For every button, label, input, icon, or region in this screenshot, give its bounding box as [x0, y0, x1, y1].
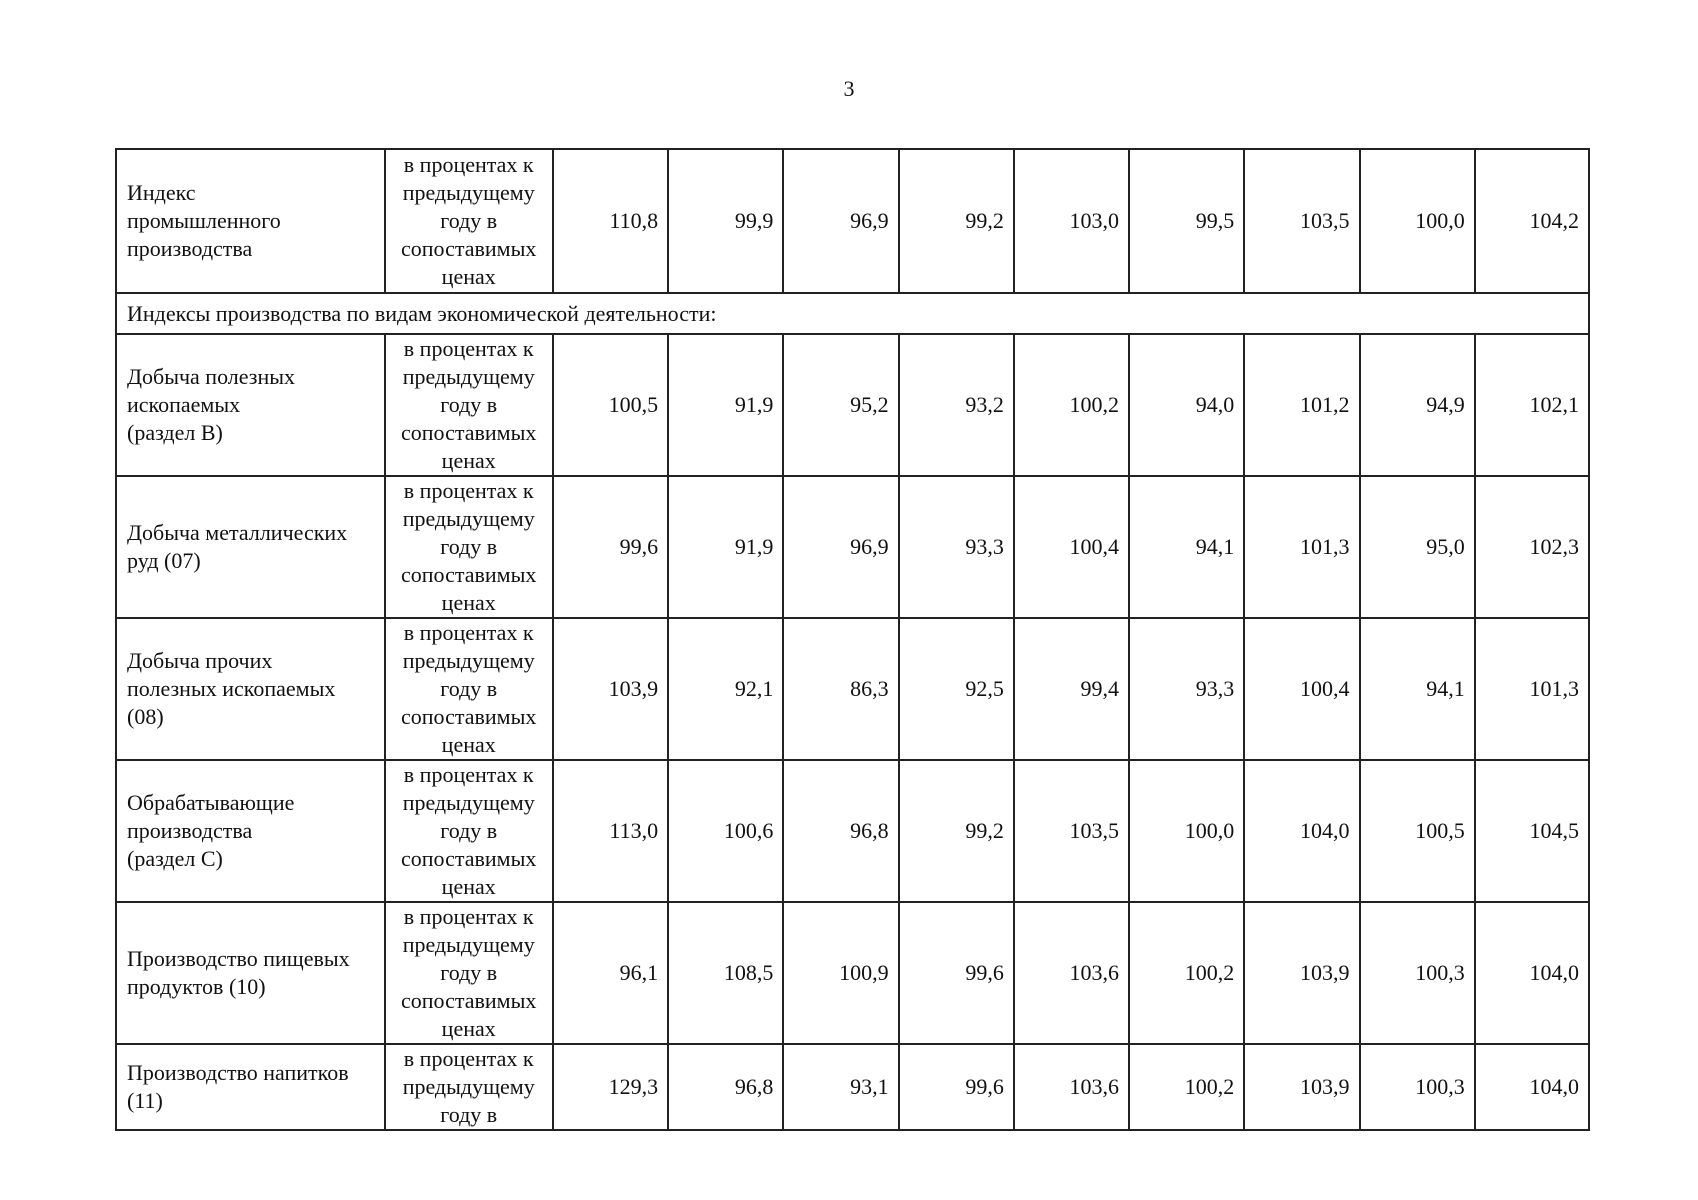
- unit-line: году в: [440, 676, 498, 701]
- row-name-cell: [116, 902, 385, 1044]
- unit-line: ценах: [441, 1016, 496, 1041]
- unit-line: году в: [440, 960, 498, 985]
- row-name-line: Индекс: [127, 180, 196, 205]
- value-cell: 96,1: [553, 902, 668, 1044]
- section-heading: Индексы производства по видам экономической деятельности:: [116, 293, 1589, 334]
- value-cell: 102,1: [1475, 334, 1589, 476]
- unit-line: предыдущему: [402, 506, 535, 531]
- unit-line: в процентах к: [403, 152, 534, 177]
- row-name-line: Производство напитков: [127, 1060, 349, 1085]
- value-cell: 104,0: [1475, 902, 1589, 1044]
- unit-line: сопоставимых: [401, 420, 537, 445]
- value-cell: 92,1: [668, 618, 783, 760]
- unit-cell: [385, 760, 553, 902]
- unit-line: ценах: [441, 732, 496, 757]
- row-name-cell: [116, 476, 385, 618]
- unit-cell: [385, 476, 553, 618]
- unit-line: предыдущему: [402, 932, 535, 957]
- row-name-line: (раздел C): [127, 846, 223, 871]
- row-name-line: промышленного: [127, 208, 281, 233]
- value-cell: 96,8: [783, 760, 898, 902]
- value-cell: 96,8: [668, 1044, 783, 1130]
- unit-line: ценах: [441, 874, 496, 899]
- unit-line: сопоставимых: [401, 846, 537, 871]
- value-cell: 100,0: [1360, 149, 1475, 293]
- unit-line: сопоставимых: [401, 988, 537, 1013]
- row-name-line: (08): [127, 704, 164, 729]
- row-name-cell: [116, 618, 385, 760]
- unit-line: в процентах к: [403, 620, 534, 645]
- value-cell: 94,1: [1360, 618, 1475, 760]
- value-cell: 100,3: [1360, 1044, 1475, 1130]
- unit-line: предыдущему: [402, 790, 535, 815]
- value-cell: 93,2: [899, 334, 1014, 476]
- value-cell: 94,1: [1129, 476, 1244, 618]
- value-cell: 103,9: [553, 618, 668, 760]
- production-index-table: [115, 148, 1590, 1131]
- value-cell: 96,9: [783, 476, 898, 618]
- row-name-cell: [116, 1044, 385, 1130]
- value-cell: 91,9: [668, 334, 783, 476]
- unit-line: предыдущему: [402, 364, 535, 389]
- unit-line: году в: [440, 818, 498, 843]
- unit-line: ценах: [441, 264, 496, 289]
- value-cell: 110,8: [553, 149, 668, 293]
- value-cell: 103,9: [1244, 1044, 1359, 1130]
- value-cell: 101,2: [1244, 334, 1359, 476]
- value-cell: 91,9: [668, 476, 783, 618]
- value-cell: 103,6: [1014, 1044, 1129, 1130]
- unit-line: году в: [440, 1102, 498, 1127]
- row-name-line: продуктов (10): [127, 974, 266, 999]
- row-name-line: ископаемых: [127, 392, 241, 417]
- unit-cell: [385, 334, 553, 476]
- value-cell: 99,6: [899, 1044, 1014, 1130]
- value-cell: 103,5: [1014, 760, 1129, 902]
- unit-cell: [385, 618, 553, 760]
- value-cell: 100,6: [668, 760, 783, 902]
- row-name-line: Обрабатывающие: [127, 790, 295, 815]
- unit-line: сопоставимых: [401, 704, 537, 729]
- unit-line: году в: [440, 534, 498, 559]
- unit-line: сопоставимых: [401, 236, 537, 261]
- unit-line: предыдущему: [402, 180, 535, 205]
- row-name-line: Производство пищевых: [127, 946, 350, 971]
- value-cell: 99,9: [668, 149, 783, 293]
- unit-line: сопоставимых: [401, 562, 537, 587]
- value-cell: 100,9: [783, 902, 898, 1044]
- value-cell: 108,5: [668, 902, 783, 1044]
- value-cell: 100,4: [1014, 476, 1129, 618]
- table-row: [116, 760, 1589, 902]
- row-name-cell: [116, 149, 385, 293]
- table-row: [116, 1044, 1589, 1130]
- unit-line: ценах: [441, 590, 496, 615]
- value-cell: 100,5: [553, 334, 668, 476]
- row-name-line: полезных ископаемых: [127, 676, 336, 701]
- unit-line: в процентах к: [403, 762, 534, 787]
- unit-line: предыдущему: [402, 648, 535, 673]
- value-cell: 93,1: [783, 1044, 898, 1130]
- unit-cell: [385, 149, 553, 293]
- unit-cell: [385, 902, 553, 1044]
- value-cell: 99,6: [553, 476, 668, 618]
- unit-line: в процентах к: [403, 478, 534, 503]
- unit-cell: [385, 1044, 553, 1130]
- value-cell: 92,5: [899, 618, 1014, 760]
- table-row: [116, 618, 1589, 760]
- value-cell: 104,0: [1475, 1044, 1589, 1130]
- value-cell: 100,4: [1244, 618, 1359, 760]
- value-cell: 99,6: [899, 902, 1014, 1044]
- table-row: [116, 902, 1589, 1044]
- value-cell: 104,5: [1475, 760, 1589, 902]
- value-cell: 100,2: [1014, 334, 1129, 476]
- unit-line: в процентах к: [403, 1046, 534, 1071]
- value-cell: 100,0: [1129, 760, 1244, 902]
- section-row: [116, 293, 1589, 334]
- value-cell: 96,9: [783, 149, 898, 293]
- unit-line: году в: [440, 208, 498, 233]
- value-cell: 95,0: [1360, 476, 1475, 618]
- unit-line: в процентах к: [403, 904, 534, 929]
- unit-line: предыдущему: [402, 1074, 535, 1099]
- page-number: 3: [843, 76, 855, 101]
- table-row: [116, 149, 1589, 293]
- row-name-line: производства: [127, 236, 253, 261]
- value-cell: 129,3: [553, 1044, 668, 1130]
- table-row: [116, 334, 1589, 476]
- value-cell: 104,0: [1244, 760, 1359, 902]
- value-cell: 93,3: [1129, 618, 1244, 760]
- row-name-line: Добыча прочих: [127, 648, 273, 673]
- row-name-line: (раздел B): [127, 420, 223, 445]
- table-row: [116, 476, 1589, 618]
- value-cell: 103,9: [1244, 902, 1359, 1044]
- value-cell: 100,2: [1129, 902, 1244, 1044]
- value-cell: 100,2: [1129, 1044, 1244, 1130]
- value-cell: 101,3: [1475, 618, 1589, 760]
- value-cell: 100,3: [1360, 902, 1475, 1044]
- value-cell: 103,5: [1244, 149, 1359, 293]
- row-name-cell: [116, 760, 385, 902]
- value-cell: 102,3: [1475, 476, 1589, 618]
- value-cell: 95,2: [783, 334, 898, 476]
- value-cell: 104,2: [1475, 149, 1589, 293]
- value-cell: 94,9: [1360, 334, 1475, 476]
- unit-line: ценах: [441, 448, 496, 473]
- value-cell: 113,0: [553, 760, 668, 902]
- value-cell: 99,5: [1129, 149, 1244, 293]
- row-name-line: руд (07): [127, 548, 201, 573]
- unit-line: в процентах к: [403, 336, 534, 361]
- row-name-cell: [116, 334, 385, 476]
- value-cell: 101,3: [1244, 476, 1359, 618]
- value-cell: 103,6: [1014, 902, 1129, 1044]
- value-cell: 86,3: [783, 618, 898, 760]
- value-cell: 103,0: [1014, 149, 1129, 293]
- value-cell: 99,4: [1014, 618, 1129, 760]
- value-cell: 100,5: [1360, 760, 1475, 902]
- value-cell: 99,2: [899, 760, 1014, 902]
- value-cell: 93,3: [899, 476, 1014, 618]
- row-name-line: Добыча металлических: [127, 520, 348, 545]
- value-cell: 99,2: [899, 149, 1014, 293]
- unit-line: году в: [440, 392, 498, 417]
- value-cell: 94,0: [1129, 334, 1244, 476]
- row-name-line: Добыча полезных: [127, 364, 296, 389]
- row-name-line: производства: [127, 818, 253, 843]
- row-name-line: (11): [127, 1088, 163, 1113]
